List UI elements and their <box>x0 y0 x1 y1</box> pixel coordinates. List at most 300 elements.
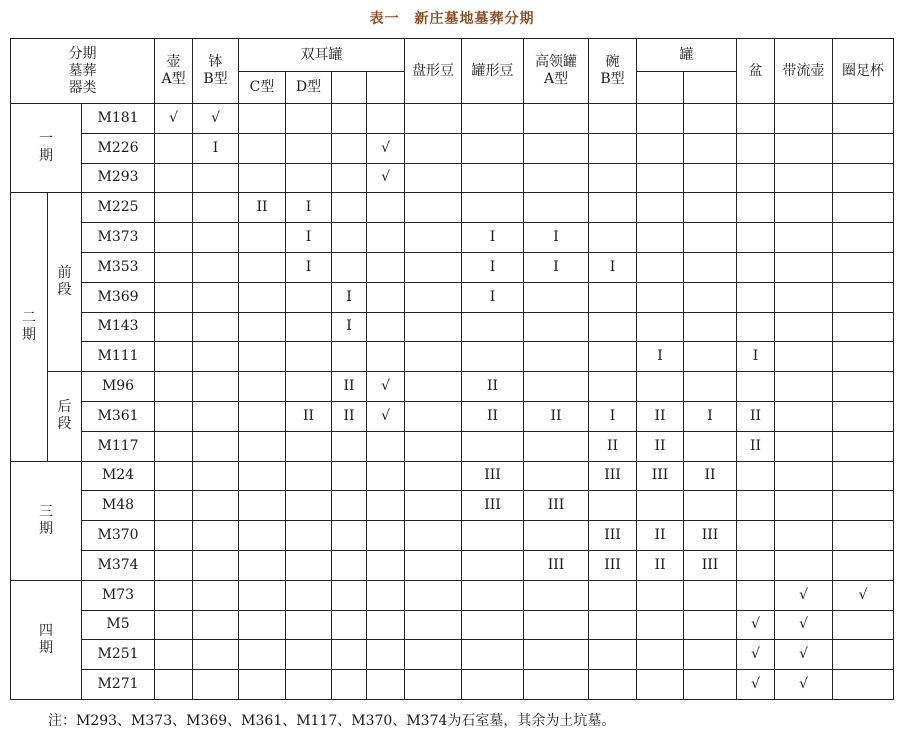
table-cell <box>833 461 894 491</box>
col-wan-name: 碗 <box>605 54 620 70</box>
table-cell <box>737 550 775 580</box>
table-cell <box>589 133 637 163</box>
table-cell <box>589 610 637 640</box>
table-row <box>11 252 894 282</box>
table-cell <box>775 133 833 163</box>
table-cell <box>155 401 193 431</box>
table-cell <box>524 312 589 342</box>
table-cell <box>405 461 462 491</box>
table-cell <box>155 193 193 223</box>
table-cell <box>524 431 589 461</box>
table-cell <box>524 193 589 223</box>
table-cell <box>405 670 462 700</box>
table-cell <box>239 670 286 700</box>
col-dai-liu-hu: 带流壶 <box>775 39 833 104</box>
table-cell <box>637 223 684 253</box>
table-cell <box>286 670 332 700</box>
table-cell: I <box>462 252 524 282</box>
table-cell <box>462 342 524 372</box>
table-cell <box>637 670 684 700</box>
period-2-back-label-char-1: 后 <box>57 399 72 416</box>
table-cell <box>462 580 524 610</box>
table-cell <box>833 640 894 670</box>
table-cell: √ <box>367 133 405 163</box>
table-cell <box>405 104 462 134</box>
table-cell <box>193 312 239 342</box>
corner-line-2: 墓葬 <box>68 62 97 79</box>
table-cell <box>332 163 367 193</box>
table-body <box>11 104 894 700</box>
table-cell <box>193 431 239 461</box>
col-shuang-er-guan-d: D型 <box>286 72 332 104</box>
table-cell <box>193 491 239 521</box>
table-cell: III <box>684 521 737 551</box>
table-cell: III <box>684 550 737 580</box>
table-cell: I <box>286 223 332 253</box>
table-cell <box>155 342 193 372</box>
table-cell <box>405 431 462 461</box>
table-row <box>11 372 894 402</box>
table-cell <box>833 670 894 700</box>
table-cell <box>737 104 775 134</box>
table-cell <box>589 312 637 342</box>
table-cell <box>684 133 737 163</box>
table-cell <box>332 521 367 551</box>
tomb-id: M24 <box>82 461 155 491</box>
table-cell <box>462 193 524 223</box>
col-quan-zu-bei: 圈足杯 <box>833 39 894 104</box>
table-cell <box>193 401 239 431</box>
table-cell: II <box>524 401 589 431</box>
table-cell <box>684 104 737 134</box>
table-cell <box>239 521 286 551</box>
table-cell <box>775 461 833 491</box>
table-cell <box>775 252 833 282</box>
table-cell: √ <box>737 640 775 670</box>
table-cell <box>332 252 367 282</box>
table-cell <box>239 312 286 342</box>
table-row <box>11 461 894 491</box>
tomb-id: M48 <box>82 491 155 521</box>
table-cell <box>367 670 405 700</box>
table-cell <box>367 461 405 491</box>
table-cell <box>239 431 286 461</box>
tomb-id: M353 <box>82 252 155 282</box>
table-cell <box>833 342 894 372</box>
table-cell <box>155 431 193 461</box>
table-cell <box>239 550 286 580</box>
tomb-id: M271 <box>82 670 155 700</box>
table-cell <box>637 640 684 670</box>
table-note: 注：M293、M373、M369、M361、M117、M370、M374为石室墓，其余为土坑墓。 <box>48 713 616 729</box>
table-cell <box>737 282 775 312</box>
table-cell <box>155 610 193 640</box>
table-cell <box>775 401 833 431</box>
period-2-front-label-char-1: 前 <box>57 265 72 282</box>
tomb-id: M369 <box>82 282 155 312</box>
table-cell <box>833 550 894 580</box>
tomb-id: M96 <box>82 372 155 402</box>
table-cell <box>775 550 833 580</box>
table-cell <box>775 312 833 342</box>
corner-line-3: 器类 <box>68 79 97 96</box>
table-cell <box>775 491 833 521</box>
table-cell: II <box>637 550 684 580</box>
table-cell <box>684 252 737 282</box>
corner-line-1: 分期 <box>68 45 97 62</box>
table-cell <box>286 521 332 551</box>
table-cell: II <box>332 401 367 431</box>
table-cell: I <box>286 193 332 223</box>
table-cell <box>286 431 332 461</box>
table-cell <box>367 610 405 640</box>
table-cell <box>367 193 405 223</box>
table-cell <box>833 163 894 193</box>
table-cell <box>637 372 684 402</box>
table-cell <box>286 640 332 670</box>
table-cell <box>193 580 239 610</box>
table-cell <box>367 521 405 551</box>
table-cell: II <box>286 401 332 431</box>
table-cell: I <box>737 342 775 372</box>
table-cell: II <box>637 431 684 461</box>
period-3-label <box>11 461 82 580</box>
table-cell <box>737 193 775 223</box>
col-shuang-er-guan-sub4 <box>367 72 405 104</box>
table-cell <box>524 521 589 551</box>
table-cell <box>462 431 524 461</box>
table-cell <box>524 610 589 640</box>
table-cell <box>332 461 367 491</box>
table-cell <box>775 521 833 551</box>
table-cell <box>405 521 462 551</box>
table-cell <box>684 491 737 521</box>
table-cell <box>737 461 775 491</box>
table-cell <box>239 640 286 670</box>
table-cell <box>737 223 775 253</box>
table-cell: II <box>684 461 737 491</box>
table-cell <box>332 431 367 461</box>
table-cell <box>589 372 637 402</box>
tomb-id: M370 <box>82 521 155 551</box>
table-cell: I <box>462 282 524 312</box>
table-row <box>11 491 894 521</box>
table-cell: II <box>737 401 775 431</box>
col-shuang-er-guan: 双耳罐 <box>239 39 405 72</box>
col-gao-ling-guan-type: A型 <box>543 71 569 87</box>
col-pan-xing-dou: 盘形豆 <box>405 39 462 104</box>
tomb-id: M111 <box>82 342 155 372</box>
table-cell <box>155 163 193 193</box>
table-cell: III <box>524 550 589 580</box>
table-cell <box>239 372 286 402</box>
table-cell <box>367 431 405 461</box>
table-cell: √ <box>737 670 775 700</box>
table-cell <box>193 163 239 193</box>
table-cell <box>239 163 286 193</box>
col-hu-type: A型 <box>161 71 186 87</box>
table-title: 表一 新庄墓地墓葬分期 <box>369 11 535 27</box>
table-cell: I <box>637 342 684 372</box>
table-cell <box>193 461 239 491</box>
table-cell <box>589 104 637 134</box>
table-cell <box>239 104 286 134</box>
table-cell <box>405 372 462 402</box>
table-cell: √ <box>155 104 193 134</box>
table-cell <box>833 223 894 253</box>
period-1-label-char-1: 一 <box>39 131 53 148</box>
table-cell <box>775 223 833 253</box>
table-cell <box>193 670 239 700</box>
table-cell: III <box>589 550 637 580</box>
table-cell <box>637 133 684 163</box>
table-cell <box>684 193 737 223</box>
table-cell <box>637 610 684 640</box>
table-cell: √ <box>775 640 833 670</box>
table-row <box>11 670 894 700</box>
table-cell <box>833 282 894 312</box>
tomb-id: M251 <box>82 640 155 670</box>
table-cell <box>524 372 589 402</box>
table-row <box>11 282 894 312</box>
table-cell <box>155 461 193 491</box>
table-row <box>11 580 894 610</box>
table-cell: √ <box>737 610 775 640</box>
table-cell <box>405 163 462 193</box>
table-cell <box>775 193 833 223</box>
table-cell: I <box>332 312 367 342</box>
table-cell <box>405 312 462 342</box>
col-pen: 盆 <box>737 39 775 104</box>
table-cell <box>193 372 239 402</box>
table-cell <box>367 252 405 282</box>
table-cell <box>637 104 684 134</box>
table-cell <box>737 252 775 282</box>
tomb-id: M143 <box>82 312 155 342</box>
table-cell <box>684 610 737 640</box>
table-cell <box>332 193 367 223</box>
period-2-back-label-char-2: 段 <box>57 416 72 433</box>
table-cell: III <box>589 521 637 551</box>
table-cell <box>833 610 894 640</box>
col-guan: 罐 <box>637 39 737 72</box>
period-2-front-label <box>48 193 82 372</box>
table-cell <box>193 282 239 312</box>
table-row <box>11 104 894 134</box>
table-cell <box>775 104 833 134</box>
table-cell <box>367 312 405 342</box>
table-cell <box>589 282 637 312</box>
table-cell <box>462 670 524 700</box>
table-cell: III <box>462 491 524 521</box>
table-cell <box>684 431 737 461</box>
table-cell <box>405 640 462 670</box>
table-cell: √ <box>775 610 833 640</box>
tomb-id: M226 <box>82 133 155 163</box>
table-cell <box>637 580 684 610</box>
table-cell <box>155 521 193 551</box>
table-cell <box>833 133 894 163</box>
table-cell <box>155 550 193 580</box>
table-cell <box>239 133 286 163</box>
table-cell <box>405 282 462 312</box>
table-cell <box>332 342 367 372</box>
table-cell <box>286 342 332 372</box>
table-cell <box>405 550 462 580</box>
table-cell: I <box>332 282 367 312</box>
table-cell: II <box>332 372 367 402</box>
table-row <box>11 401 894 431</box>
table-cell <box>239 491 286 521</box>
table-row <box>11 640 894 670</box>
table-cell <box>367 491 405 521</box>
table-cell <box>367 104 405 134</box>
table-cell <box>684 372 737 402</box>
table-cell <box>405 252 462 282</box>
table-cell <box>775 163 833 193</box>
period-2-label-char-1: 二 <box>22 309 36 326</box>
table-cell <box>833 431 894 461</box>
col-gao-ling-guan-a <box>524 39 589 104</box>
table-cell <box>775 372 833 402</box>
table-cell: II <box>637 401 684 431</box>
corner-header <box>11 39 155 104</box>
table-cell <box>589 670 637 700</box>
table-cell: III <box>462 461 524 491</box>
table-cell <box>286 312 332 342</box>
table-cell <box>367 580 405 610</box>
table-cell <box>332 580 367 610</box>
table-cell <box>462 133 524 163</box>
tomb-id: M373 <box>82 223 155 253</box>
tomb-id: M5 <box>82 610 155 640</box>
table-cell <box>405 133 462 163</box>
table-cell <box>367 550 405 580</box>
table-cell <box>637 312 684 342</box>
table-cell <box>833 401 894 431</box>
col-shuang-er-guan-sub3 <box>332 72 367 104</box>
table-cell <box>239 401 286 431</box>
table-cell <box>367 282 405 312</box>
tomb-id: M73 <box>82 580 155 610</box>
table-cell <box>833 252 894 282</box>
table-cell <box>405 610 462 640</box>
table-cell <box>775 431 833 461</box>
table-cell <box>193 610 239 640</box>
period-1-label-char-2: 期 <box>39 148 53 165</box>
table-cell <box>737 312 775 342</box>
table-cell <box>155 223 193 253</box>
col-guan-xing-dou: 罐形豆 <box>462 39 524 104</box>
table-cell: √ <box>775 670 833 700</box>
table-row <box>11 223 894 253</box>
table-cell <box>775 282 833 312</box>
table-cell <box>684 223 737 253</box>
col-wan-b <box>589 39 637 104</box>
table-cell <box>405 223 462 253</box>
table-cell <box>589 491 637 521</box>
table-cell: √ <box>367 163 405 193</box>
table-cell <box>637 252 684 282</box>
period-2-label <box>11 193 48 461</box>
table-cell <box>193 550 239 580</box>
table-cell <box>462 521 524 551</box>
tomb-id: M293 <box>82 163 155 193</box>
table-cell: √ <box>367 372 405 402</box>
table-cell <box>589 640 637 670</box>
period-4-label-char-2: 期 <box>39 639 53 656</box>
table-cell <box>239 282 286 312</box>
table-cell <box>737 521 775 551</box>
table-cell <box>332 104 367 134</box>
table-cell <box>462 104 524 134</box>
table-row <box>11 610 894 640</box>
table-cell: √ <box>367 401 405 431</box>
table-cell <box>833 193 894 223</box>
table-cell: √ <box>833 580 894 610</box>
table-cell <box>589 580 637 610</box>
table-cell <box>367 223 405 253</box>
table-cell: III <box>589 461 637 491</box>
col-gao-ling-guan-name: 高领罐 <box>535 54 578 70</box>
table-cell <box>239 461 286 491</box>
table-row <box>11 521 894 551</box>
table-cell <box>239 342 286 372</box>
table-cell <box>286 461 332 491</box>
table-cell <box>405 580 462 610</box>
tomb-id: M181 <box>82 104 155 134</box>
table-cell <box>684 670 737 700</box>
col-guan-sub2 <box>684 72 737 104</box>
period-2-front-label-char-2: 段 <box>57 282 72 299</box>
table-cell <box>286 610 332 640</box>
table-cell <box>589 223 637 253</box>
col-guan-sub1 <box>637 72 684 104</box>
table-cell <box>684 312 737 342</box>
table-cell: I <box>589 252 637 282</box>
table-cell <box>737 133 775 163</box>
table-cell <box>367 640 405 670</box>
table-cell <box>405 193 462 223</box>
table-cell <box>737 163 775 193</box>
period-4-label-char-1: 四 <box>39 622 53 639</box>
tomb-id: M117 <box>82 431 155 461</box>
table-cell: I <box>589 401 637 431</box>
table-cell: III <box>637 461 684 491</box>
table-cell <box>239 580 286 610</box>
table-cell <box>332 491 367 521</box>
table-cell <box>637 193 684 223</box>
table-cell <box>155 133 193 163</box>
table-cell <box>737 372 775 402</box>
table-cell: I <box>524 223 589 253</box>
table-cell <box>155 252 193 282</box>
table-cell <box>405 342 462 372</box>
table-cell: II <box>589 431 637 461</box>
table-cell <box>684 342 737 372</box>
table-cell: II <box>239 193 286 223</box>
table-cell <box>524 580 589 610</box>
table-row <box>11 163 894 193</box>
table-cell <box>524 461 589 491</box>
table-cell: I <box>193 133 239 163</box>
period-1-label <box>11 104 82 193</box>
col-wan-type: B型 <box>600 71 625 87</box>
table-cell <box>286 163 332 193</box>
table-cell <box>286 491 332 521</box>
table-cell <box>332 670 367 700</box>
table-cell <box>193 640 239 670</box>
